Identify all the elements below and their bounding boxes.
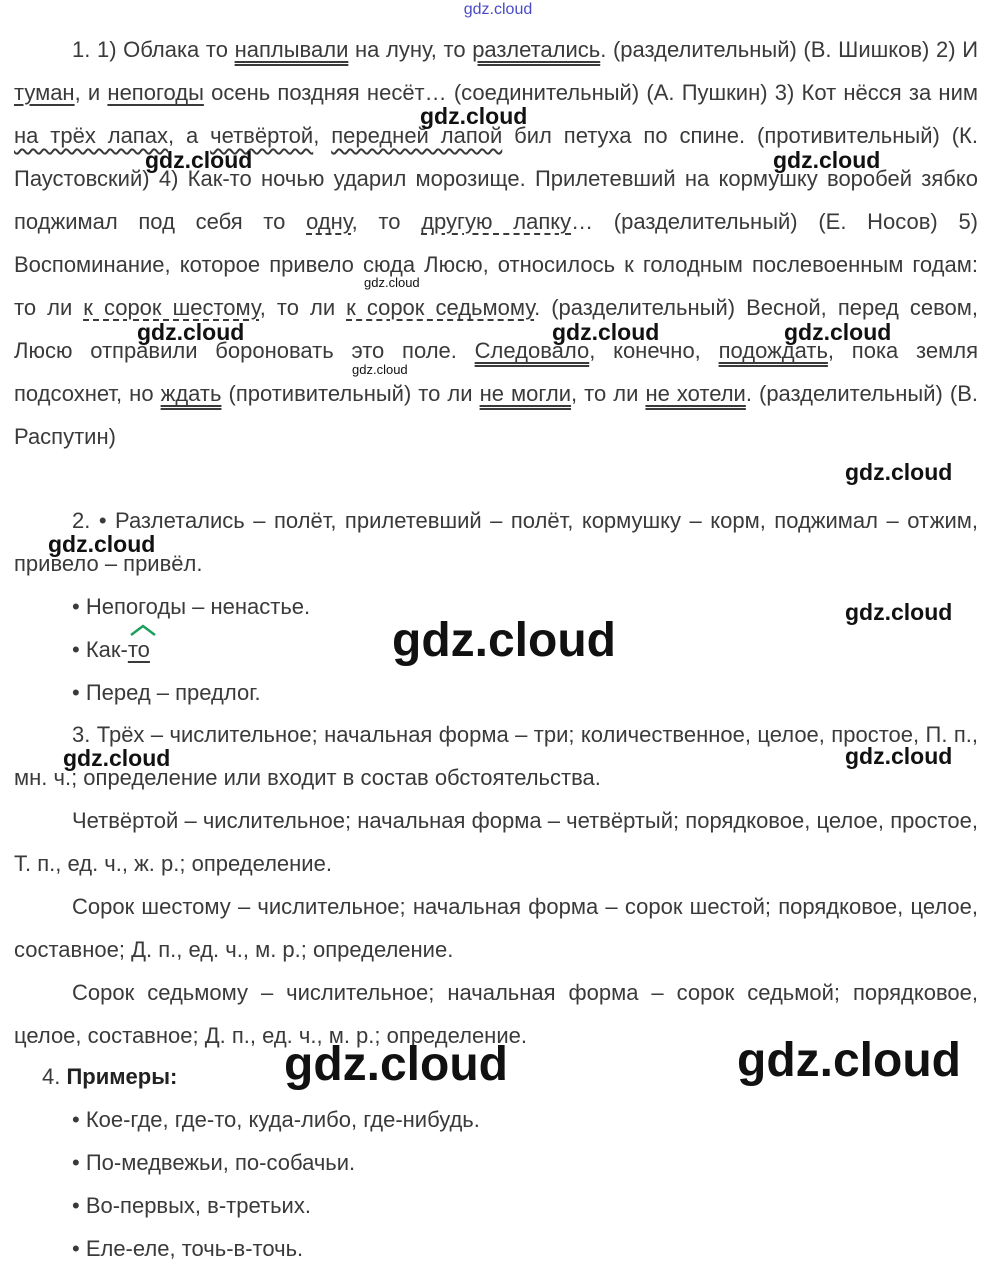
predicate-razletalis: разлетались — [472, 37, 601, 62]
task-3-paragraph-3: Сорок шестому – числительное; начальная форма – сорок шестой; порядковое, целое, составное; Д. п., ед. ч., м. р.; определение. — [14, 894, 978, 962]
task-2-bullet-pered: • Перед – предлог. — [72, 680, 261, 705]
predicate-naplyvali: наплывали — [234, 37, 349, 62]
watermark: gdz.cloud — [845, 743, 953, 769]
watermark: gdz.cloud — [48, 531, 156, 557]
watermark-large: gdz.cloud — [284, 1038, 508, 1091]
watermark: gdz.cloud — [784, 319, 892, 345]
task-4-item: • Еле-еле, точь-в-точь. — [72, 1236, 304, 1261]
watermark: gdz.cloud — [63, 745, 171, 771]
task-3-paragraph-2: Четвёртой – числительное; начальная форма – четвёртый; порядковое, целое, простое, Т. п., ед. ч., ж. р.; определение. — [14, 808, 978, 876]
task-4-heading: 4. Примеры: — [42, 1064, 178, 1089]
circumstance-peredney-lapoy: передней лапой — [331, 123, 503, 148]
object-k-sorok-sedmomu: к сорок седьмому — [346, 295, 535, 320]
predicate-sledovalo: Следовало — [474, 338, 590, 363]
watermark: gdz.cloud — [845, 599, 953, 625]
circumstance-na-trekh-lapakh: на трёх лапах — [14, 123, 168, 148]
watermark: gdz.cloud — [845, 459, 953, 485]
object-odnu: одну — [306, 209, 352, 234]
watermark: gdz.cloud — [773, 147, 881, 173]
watermark-large: gdz.cloud — [737, 1034, 961, 1087]
watermark: gdz.cloud — [137, 319, 245, 345]
watermark: gdz.cloud — [420, 103, 528, 129]
object-k-sorok-shestomu: к сорок шестому — [83, 295, 260, 320]
task-3-paragraph-4: Сорок седьмому – числительное; начальная форма – сорок седьмой; порядковое, целое, составное; Д. п., ед. ч., м. р.; определение. — [14, 980, 978, 1048]
circumstance-chetvertoy: четвёртой — [210, 123, 314, 148]
watermark-large: gdz.cloud — [392, 614, 616, 667]
predicate-ne-khoteli: не хотели — [645, 381, 746, 406]
task-1-number: 1. 1) — [72, 37, 117, 62]
site-watermark-top: gdz.cloud — [463, 1, 533, 18]
task-2-bullet-kak-to: • Как- то — [72, 628, 150, 671]
subject-tuman: туман — [14, 80, 75, 105]
suffix-mark-icon — [130, 624, 156, 636]
task-4-item: • Во-первых, в-третьих. — [72, 1193, 311, 1218]
predicate-podozhdat: подождать — [718, 338, 828, 363]
predicate-zhdat: ждать — [160, 381, 222, 406]
watermark: gdz.cloud — [552, 319, 660, 345]
task-2-bullet-nepogody: • Непогоды – ненастье. — [72, 594, 311, 619]
task-1-paragraph: 1. 1) Облака то наплывали на луну, то разлетались. (разделительный) (В. Шишков) 2) И туман, и непогоды осень поздняя несёт… (соединительный) (А. Пушкин) 3) Кот нёсся за ним на трёх лапах, а четвёртой, передней лапой бил петуха по спине. (противительный) (К. Паустовский) 4) Как-то ночью ударил морозище. Прилетевший на кормушку воробей зябко поджимал под себя то одну, то другую лапку… (разделительный) (Е. Носов) 5) Воспоминание, которое привело сюда Люсю, относилось к голодным послевоенным годам: то ли к сорок шестому, то ли к сорок седьмому. (разделительный) Весной, перед севом, Люсю отправили бороновать это поле. Следовало, конечно, подождать, пока земля подсохнет, но ждать (противительный) то ли не могли, то ли не хотели. (разделительный) (В. Распутин) — [14, 37, 979, 449]
predicate-ne-mogli: не могли — [479, 381, 572, 406]
watermark: gdz.cloud — [352, 362, 408, 377]
task-4-item: • Кое-где, где-то, куда-либо, где-нибудь. — [72, 1107, 480, 1132]
watermark: gdz.cloud — [145, 147, 253, 173]
object-druguyu-lapku: другую лапку — [421, 209, 572, 234]
task-2-paragraph: 2. • Разлетались – полёт, прилетевший – полёт, кормушку – корм, поджимал – отжим, привело – привёл. — [14, 508, 978, 576]
task-4-item: • По-медвежьи, по-собачьи. — [72, 1150, 356, 1175]
watermark: gdz.cloud — [364, 275, 420, 290]
task-3-paragraph-1: 3. Трёх – числительное; начальная форма – три; количественное, целое, простое, П. п., мн. ч.; определение или входит в состав обстоятельства. — [14, 722, 978, 790]
subject-nepogody: непогоды — [107, 80, 204, 105]
suffix-to: то — [128, 628, 150, 671]
